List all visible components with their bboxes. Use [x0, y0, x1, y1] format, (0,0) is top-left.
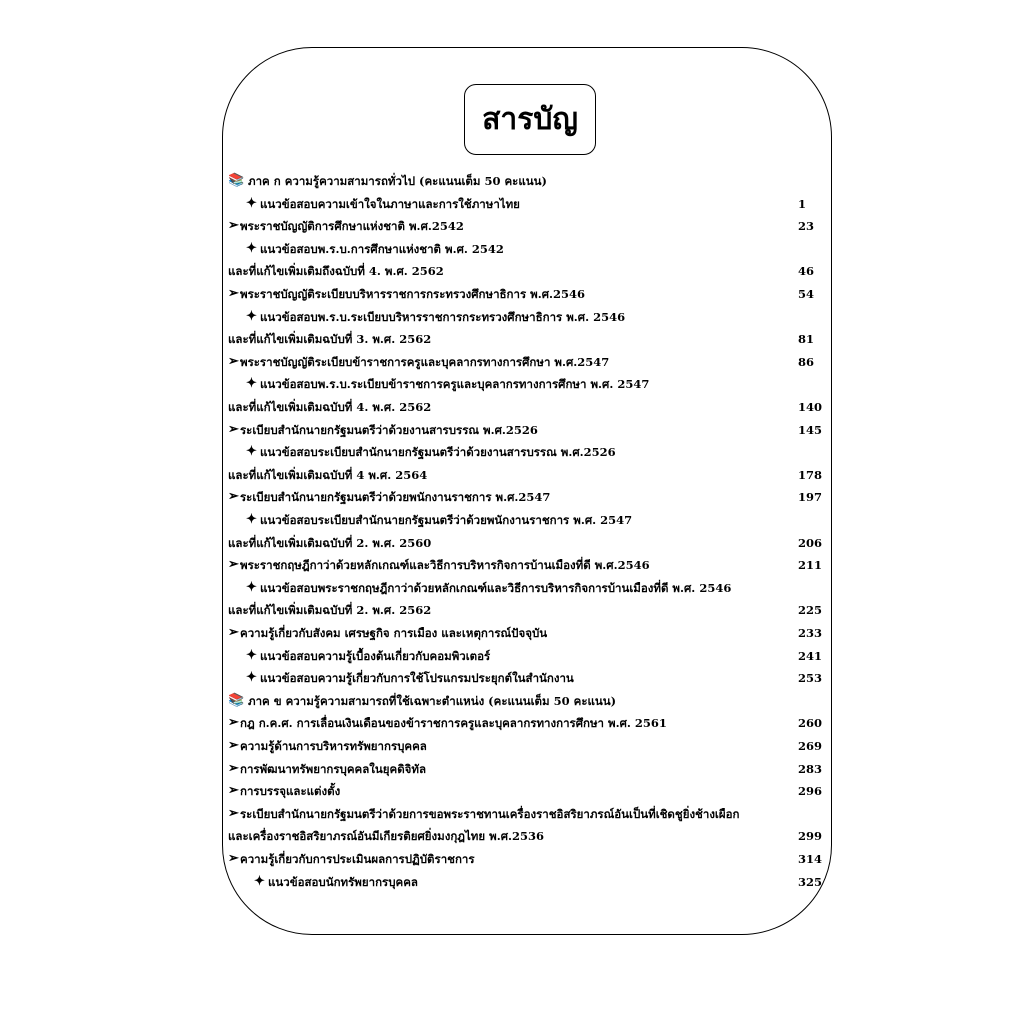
toc-entry-page-number: 296: [798, 784, 823, 799]
toc-entry-title: แนวข้อสอบพ.ร.บ.ระเบียบข้าราชการครูและบุคลากรทางการศึกษา พ.ศ. 2547: [260, 377, 650, 392]
star-icon: ✦: [246, 512, 257, 527]
toc-entry: [228, 396, 824, 418]
toc-entry-title: แนวข้อสอบความรู้เบื้องต้นเกี่ยวกับคอมพิวเตอร์: [260, 648, 491, 663]
toc-entry-page-number: 299: [798, 829, 823, 844]
arrow-icon: ➢: [228, 783, 239, 799]
toc-entry-title: แนวข้อสอบพ.ร.บ.การศึกษาแห่งชาติ พ.ศ. 2542: [260, 241, 504, 256]
star-icon: ✦: [246, 376, 257, 392]
toc-entry: [228, 825, 824, 847]
toc-entry-title: ภาค ก ความรู้ความสามารถทั่วไป (คะแนนเต็ม 50 คะแนน): [248, 174, 547, 188]
toc-entry-page-number: 325: [798, 874, 823, 889]
toc-entry: [228, 170, 824, 192]
toc-entry-page-number: 46: [798, 264, 815, 279]
arrow-icon: ➢: [228, 489, 239, 505]
toc-entry-title: และที่แก้ไขเพิ่มเติมฉบับที่ 2. พ.ศ. 2562: [228, 603, 432, 618]
toc-entry-title: ภาค ข ความรู้ความสามารถที่ใช้เฉพาะตำแหน่ง (คะแนนเต็ม 50 คะแนน): [248, 693, 617, 708]
toc-entry-page-number: 253: [798, 671, 823, 686]
toc-entry-title: และที่แก้ไขเพิ่มเติมฉบับที่ 4 พ.ศ. 2564: [228, 467, 428, 482]
toc-entry: [228, 419, 824, 441]
star-icon: ✦: [246, 670, 257, 686]
arrow-icon: ➢: [228, 421, 239, 437]
toc-entry-page-number: 233: [798, 626, 823, 640]
toc-entry-page-number: 86: [798, 354, 815, 369]
arrow-icon: ➢: [228, 353, 239, 369]
arrow-icon: ➢: [228, 286, 239, 301]
toc-entry-page-number: 197: [798, 490, 823, 505]
toc-entry-title: ความรู้เกี่ยวกับการประเมินผลการปฏิบัติราชการ: [240, 852, 475, 866]
toc-entry: [228, 464, 824, 486]
toc-entry-title: ความรู้ด้านการบริหารทรัพยากรบุคคล: [240, 739, 427, 753]
toc-entry: [228, 351, 824, 373]
arrow-icon: ➢: [228, 715, 239, 731]
toc-entry: [228, 690, 824, 712]
arrow-icon: ➢: [228, 738, 239, 753]
arrow-icon: ➢: [228, 218, 239, 234]
toc-entry-title: แนวข้อสอบความรู้เกี่ยวกับการใช้โปรแกรมประยุกต์ในสำนักงาน: [260, 671, 574, 686]
toc-entry-page-number: 211: [798, 558, 823, 573]
arrow-icon: ➢: [228, 805, 239, 821]
toc-entry: [228, 328, 824, 350]
toc-entry-page-number: 260: [798, 716, 823, 731]
toc-entry: [228, 848, 824, 870]
toc-entry-title: แนวข้อสอบพระราชกฤษฎีกาว่าด้วยหลักเกณฑ์และวิธีการบริหารกิจการบ้านเมืองที่ดี พ.ศ. 2546: [260, 580, 732, 595]
toc-entry: [228, 532, 824, 554]
toc-entry-page-number: 206: [798, 535, 823, 550]
toc-entry-title: และที่แก้ไขเพิ่มเติมฉบับที่ 2. พ.ศ. 2560: [228, 535, 432, 550]
arrow-icon: ➢: [228, 851, 239, 866]
toc-entry-page-number: 225: [798, 603, 823, 618]
toc-entry-title: แนวข้อสอบระเบียบสำนักนายกรัฐมนตรีว่าด้วยงานสารบรรณ พ.ศ.2526: [260, 445, 616, 460]
toc-entry: [228, 645, 824, 667]
toc-entry: [228, 554, 824, 576]
toc-entry-page-number: 178: [798, 467, 823, 482]
toc-entry: [228, 486, 824, 508]
toc-entry: [228, 509, 824, 531]
toc-entry-page-number: 145: [798, 422, 823, 437]
toc-entry-page-number: 1: [798, 196, 807, 211]
toc-entry: [228, 622, 824, 644]
title-box: [464, 84, 596, 155]
star-icon: ✦: [246, 647, 257, 663]
toc-entry-title: พระราชบัญญัติระเบียบข้าราชการครูและบุคลากรทางการศึกษา พ.ศ.2547: [240, 354, 610, 369]
toc-entry-title: และที่แก้ไขเพิ่มเติมถึงฉบับที่ 4. พ.ศ. 2562: [228, 264, 444, 279]
toc-entry: [228, 441, 824, 463]
toc-entry-page-number: 81: [798, 332, 815, 347]
toc-entry: [228, 735, 824, 757]
toc-entry-title: แนวข้อสอบพ.ร.บ.ระเบียบบริหารราชการกระทรวงศึกษาธิการ พ.ศ. 2546: [260, 309, 626, 324]
toc-entry: [228, 871, 824, 893]
arrow-icon: ➢: [228, 557, 239, 573]
toc-entry-title: แนวข้อสอบระเบียบสำนักนายกรัฐมนตรีว่าด้วยพนักงานราชการ พ.ศ. 2547: [260, 513, 633, 527]
toc-entry: [228, 373, 824, 395]
toc-entry-page-number: 283: [798, 761, 823, 776]
toc-entry-title: ระเบียบสำนักนายกรัฐมนตรีว่าด้วยการขอพระราชทานเครื่องราชอิสริยาภรณ์อันเป็นที่เชิดชูยิ่งช้างเผือก: [240, 806, 740, 821]
toc-entry-title: กฎ ก.ค.ศ. การเลื่อนเงินเดือนของข้าราชการครูและบุคลากรทางการศึกษา พ.ศ. 2561: [240, 716, 667, 731]
toc-entry: [228, 577, 824, 599]
toc-entry-page-number: 269: [798, 739, 823, 753]
toc-entry: [228, 260, 824, 282]
toc-entry-title: การพัฒนาทรัพยากรบุคคลในยุคดิจิทัล: [240, 761, 427, 776]
toc-entry-title: พระราชบัญญัติการศึกษาแห่งชาติ พ.ศ.2542: [240, 219, 464, 234]
star-icon: ✦: [246, 240, 257, 256]
toc-entry: [228, 215, 824, 237]
toc-entry-page-number: 314: [798, 852, 823, 866]
toc-entry-title: พระราชกฤษฎีกาว่าด้วยหลักเกณฑ์และวิธีการบริหารกิจการบ้านเมืองที่ดี พ.ศ.2546: [240, 558, 650, 573]
arrow-icon: ➢: [228, 760, 239, 776]
toc-entry-title: พระราชบัญญัติระเบียบบริหารราชการกระทรวงศึกษาธิการ พ.ศ.2546: [240, 287, 586, 301]
toc-entry-title: และที่แก้ไขเพิ่มเติมฉบับที่ 4. พ.ศ. 2562: [228, 400, 432, 414]
toc-entry-page-number: 54: [798, 287, 815, 301]
star-icon: ✦: [246, 444, 257, 460]
book-icon: 📚: [228, 692, 245, 708]
toc-entry: [228, 780, 824, 802]
star-icon: ✦: [254, 873, 265, 889]
toc-entry: [228, 803, 824, 825]
toc-entry: [228, 667, 824, 689]
toc-entry-title: ระเบียบสำนักนายกรัฐมนตรีว่าด้วยพนักงานราชการ พ.ศ.2547: [240, 490, 551, 505]
toc-entry-page-number: 241: [798, 648, 823, 663]
star-icon: ✦: [246, 195, 257, 211]
toc-entry: [228, 712, 824, 734]
toc-entry-page-number: 23: [798, 219, 815, 234]
toc-entry-title: และที่แก้ไขเพิ่มเติมฉบับที่ 3. พ.ศ. 2562: [228, 332, 432, 347]
toc-entry: [228, 283, 824, 305]
toc-entry-title: ระเบียบสำนักนายกรัฐมนตรีว่าด้วยงานสารบรรณ พ.ศ.2526: [240, 422, 538, 437]
toc-entry: [228, 193, 824, 215]
star-icon: ✦: [246, 308, 257, 324]
toc-entry-page-number: 140: [798, 400, 823, 414]
toc-entry-title: แนวข้อสอบความเข้าใจในภาษาและการใช้ภาษาไทย: [260, 196, 520, 211]
toc-entry: [228, 758, 824, 780]
toc-entry: [228, 599, 824, 621]
toc-entry: [228, 238, 824, 260]
star-icon: ✦: [246, 579, 257, 595]
toc-entry: [228, 306, 824, 328]
toc-entry-title: การบรรจุและแต่งตั้ง: [240, 784, 341, 799]
arrow-icon: ➢: [228, 625, 239, 640]
page-title: สารบัญ: [482, 102, 578, 137]
toc-entry-title: แนวข้อสอบนักทรัพยากรบุคคล: [268, 874, 418, 889]
book-icon: 📚: [228, 173, 245, 188]
toc-entry-title: และเครื่องราชอิสริยาภรณ์อันมีเกียรติยศยิ่งมงกุฎไทย พ.ศ.2536: [228, 829, 545, 844]
toc-entry-title: ความรู้เกี่ยวกับสังคม เศรษฐกิจ การเมือง และเหตุการณ์ปัจจุบัน: [240, 626, 548, 640]
